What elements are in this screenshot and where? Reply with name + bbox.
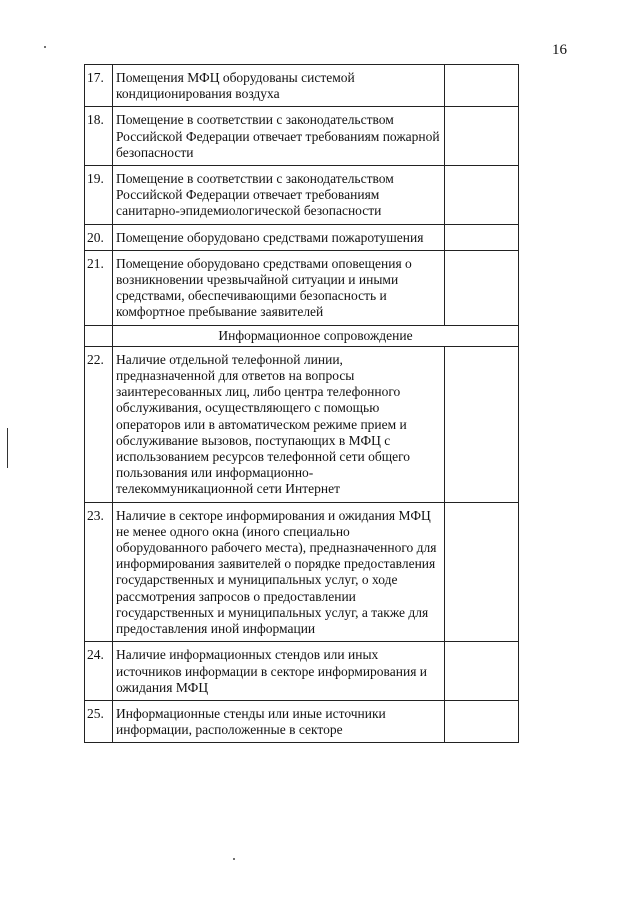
scan-artifact-dot [44,46,46,48]
scan-artifact-dot [233,858,235,860]
row-text: Помещения МФЦ оборудованы системой кондиционирования воздуха [113,65,445,107]
row-text: Помещение в соответствии с законодательством Российской Федерации отвечает требованиям пожарной безопасности [113,107,445,166]
row-text: Наличие отдельной телефонной линии, предназначенной для ответов на вопросы заинтересованных лиц, либо центра телефонного обслуживания, осуществляющего с помощью операторов или в автоматическом режиме прием и обслуживание вызовов, поступающих в МФЦ с использованием ресурсов телефонной сети общего пользования или информационно-телекоммуникационной сети Интернет [113,346,445,502]
row-mark-cell [445,346,519,502]
table-row [85,65,519,107]
row-number: 18. [85,107,113,166]
table-row [85,224,519,250]
row-number: 24. [85,642,113,701]
row-mark-cell [445,224,519,250]
row-number: 17. [85,65,113,107]
row-mark-cell [445,65,519,107]
table-row [85,346,519,502]
row-number: 20. [85,224,113,250]
row-number: 22. [85,346,113,502]
row-mark-cell [445,250,519,325]
section-empty-cell [85,325,113,346]
row-text: Помещение оборудовано средствами оповещения о возникновении чрезвычайной ситуации и иными средствами, обеспечивающими безопасность и комфортное пребывание заявителей [113,250,445,325]
table-row [85,166,519,225]
table-row [85,700,519,742]
row-number: 23. [85,502,113,642]
table-row [85,250,519,325]
scan-artifact-line [7,428,8,468]
row-mark-cell [445,502,519,642]
table-row [85,642,519,701]
row-number: 21. [85,250,113,325]
row-text: Наличие в секторе информирования и ожидания МФЦ не менее одного окна (иного специально оборудованного рабочего места), предназначенного для информирования заявителей о порядке предоставления государственных и муниципальных услуг, о ходе рассмотрения запросов о предоставлении государственных и муниципальных услуг, а также для предоставления иной информации [113,502,445,642]
section-title: Информационное сопровождение [113,325,519,346]
row-number: 25. [85,700,113,742]
row-text: Наличие информационных стендов или иных источников информации в секторе информирования и ожидания МФЦ [113,642,445,701]
section-header-row [85,325,519,346]
page-number: 16 [552,42,567,58]
table-row [85,502,519,642]
row-text: Информационные стенды или иные источники информации, расположенные в секторе [113,700,445,742]
row-mark-cell [445,166,519,225]
row-mark-cell [445,642,519,701]
row-text: Помещение оборудовано средствами пожаротушения [113,224,445,250]
criteria-table [84,64,519,743]
row-mark-cell [445,107,519,166]
table-row [85,107,519,166]
row-text: Помещение в соответствии с законодательством Российской Федерации отвечает требованиям санитарно-эпидемиологической безопасности [113,166,445,225]
row-number: 19. [85,166,113,225]
row-mark-cell [445,700,519,742]
